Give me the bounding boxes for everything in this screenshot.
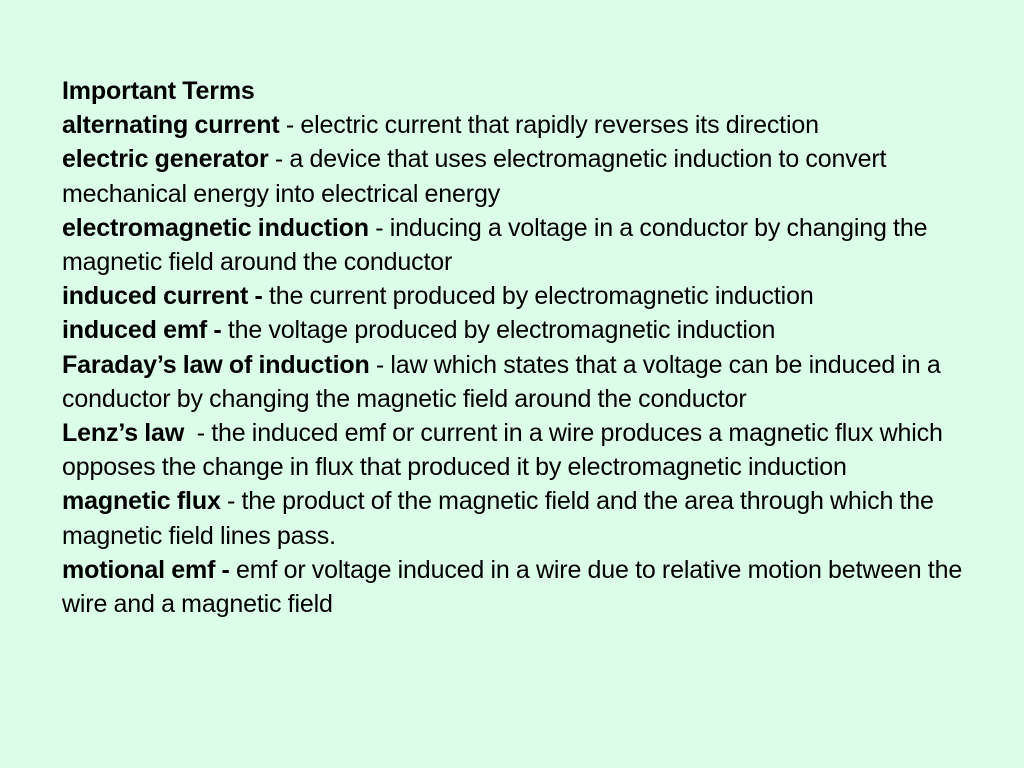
term-name: alternating current	[62, 111, 280, 140]
term-separator: -	[268, 145, 290, 174]
term-definition: the voltage produced by electromagnetic induction	[227, 316, 776, 345]
term-separator: -	[369, 350, 391, 379]
term-definition: a device that uses electromagnetic induction to convert mechanical energy into electrical energy	[62, 145, 887, 208]
term-name: Faraday’s law of induction	[62, 350, 370, 379]
term-entry	[62, 142, 972, 210]
term-name: induced current -	[62, 282, 263, 311]
term-separator: -	[279, 111, 301, 140]
term-name: induced emf -	[62, 316, 222, 345]
term-entry	[62, 279, 972, 313]
term-definition: law which states that a voltage can be induced in a conductor by changing the magnetic field around the conductor	[62, 350, 941, 413]
term-entry	[62, 484, 972, 552]
term-definition: the induced emf or current in a wire produces a magnetic flux which opposes the change in flux that produced it by electromagnetic induction	[62, 419, 943, 482]
term-entry	[62, 313, 972, 347]
term-definition: the current produced by electromagnetic induction	[268, 282, 814, 311]
term-definition: the product of the magnetic field and the area through which the magnetic field lines pass.	[62, 487, 934, 550]
term-separator: -	[220, 487, 242, 516]
page-title: Important Terms	[62, 77, 255, 105]
term-entry	[62, 211, 972, 279]
term-name: electric generator	[62, 145, 269, 174]
term-name: magnetic flux	[62, 487, 221, 516]
term-separator: -	[184, 419, 212, 448]
term-name: Lenz’s law	[62, 419, 185, 448]
term-definition: emf or voltage induced in a wire due to relative motion between the wire and a magnetic field	[62, 555, 963, 619]
term-entry	[62, 348, 972, 416]
terms-content	[62, 74, 972, 621]
term-name: motional emf -	[62, 555, 230, 584]
term-definition: inducing a voltage in a conductor by changing the magnetic field around the conductor	[62, 213, 928, 277]
term-entry	[62, 108, 972, 142]
term-separator: -	[368, 213, 390, 242]
term-entry	[62, 416, 972, 484]
term-name: electromagnetic induction	[62, 213, 369, 242]
term-entry	[62, 553, 972, 621]
term-definition: electric current that rapidly reverses its direction	[300, 111, 819, 140]
